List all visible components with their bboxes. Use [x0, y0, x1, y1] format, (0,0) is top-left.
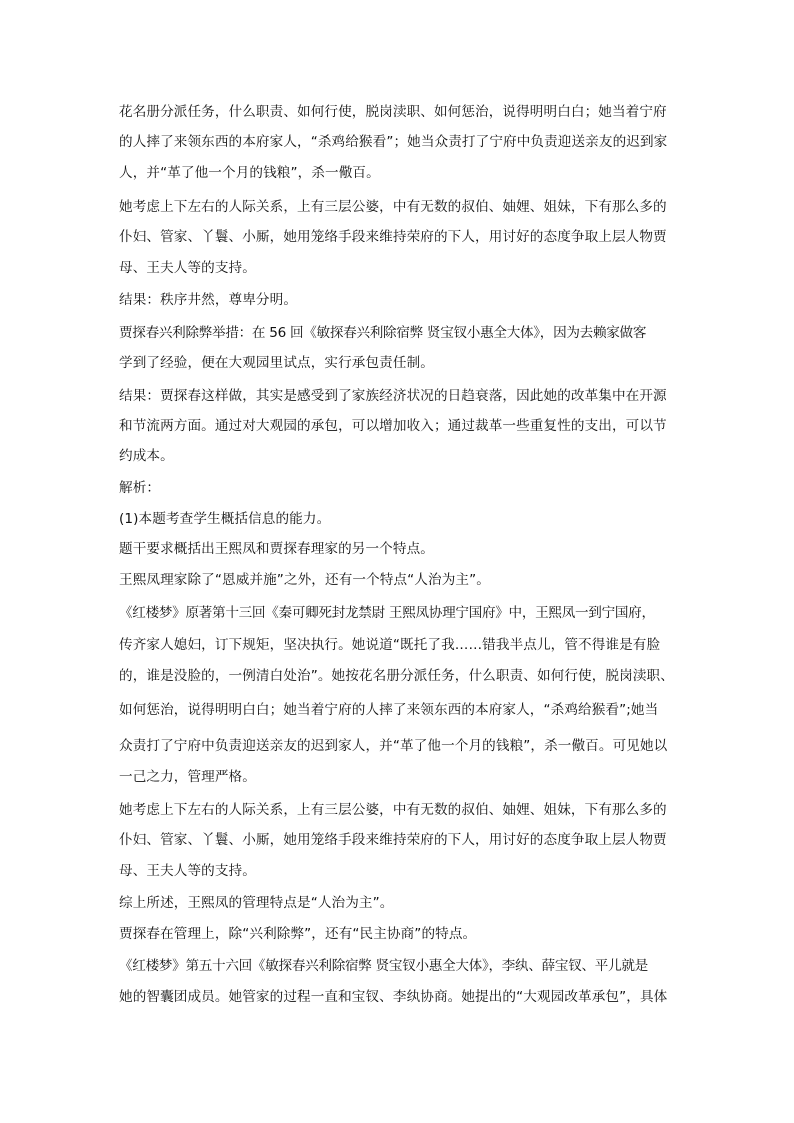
text-line: 众责打了宁府中负责迎送亲友的迟到家人，并“革了他一个月的钱粮”，杀一儆百。可见她以: [119, 738, 668, 754]
text-line: (1)本题考查学生概括信息的能力。: [119, 511, 331, 527]
text-line: 贾探春在管理上，除“兴利除弊”，还有“民主协商”的特点。: [119, 926, 477, 942]
text-line: 传齐家人媳妇，订下规矩，坚决执行。她说道“既托了我……错我半点儿，管不得谁是有脸: [119, 637, 661, 653]
text-line: 《红楼梦》第五十六回《敏探春兴利除宿弊 贤宝钗小惠全大体》，李纨、薛宝钗、平儿就是: [119, 958, 648, 974]
text-line: 的人摔了来领东西的本府家人，“杀鸡给猴看”；她当众责打了宁府中负责迎送亲友的迟到家: [119, 134, 668, 150]
text-line: 学到了经验，便在大观园里试点，实行承包责任制。: [119, 355, 434, 371]
text-line: 结果：贾探春这样做，其实是感受到了家族经济状况的日趋衰落，因此她的改革集中在开源: [119, 388, 667, 404]
text-line: 一己之力，管理严格。: [119, 769, 256, 785]
text-line: 结果：秩序井然，尊卑分明。: [119, 292, 298, 308]
text-line: 综上所述，王熙凤的管理特点是“人治为主”。: [119, 895, 394, 911]
text-line: 母、王夫人等的支持。: [119, 863, 256, 879]
text-line: 她的智囊团成员。她管家的过程一直和宝钗、李纨协商。她提出的“大观园改革承包”，具体: [119, 989, 668, 1005]
text-line: 母、王夫人等的支持。: [119, 260, 256, 276]
text-line: 王熙凤理家除了“恩威并施”之外，还有一个特点“人治为主”。: [119, 572, 490, 588]
text-line: 如何惩治，说得明明白白；她当着宁府的人摔了来领东西的本府家人，“杀鸡给猴看”;她当: [119, 702, 659, 718]
text-line: 贾探春兴利除弊举措：在 56 回《敏探春兴利除宿弊 贤宝钗小惠全大体》，因为去赖家做客: [119, 325, 647, 341]
text-line: 解析：: [119, 480, 161, 496]
text-line: 人，并“革了他一个月的钱粮”，杀一儆百。: [119, 165, 380, 181]
text-line: 她考虑上下左右的人际关系，上有三层公婆，中有无数的叔伯、妯娌、姐妹，下有那么多的: [119, 802, 667, 818]
text-line: 花名册分派任务，什么职责、如何行使，脱岗渎职、如何惩治，说得明明白白；她当着宁府: [119, 104, 667, 120]
text-line: 约成本。: [119, 448, 174, 464]
text-line: 仆妇、管家、丫鬟、小厮，她用笼络手段来维持荣府的下人，用讨好的态度争取上层人物贾: [119, 229, 667, 245]
text-line: 和节流两方面。通过对大观园的承包，可以增加收入；通过裁革一些重复性的支出，可以节: [119, 418, 667, 434]
text-line: 《红楼梦》原著第十三回《秦可卿死封龙禁尉 王熙凤协理宁国府》中，王熙凤一到宁国府，: [119, 605, 655, 621]
text-line: 仆妇、管家、丫鬟、小厮，她用笼络手段来维持荣府的下人，用讨好的态度争取上层人物贾: [119, 832, 667, 848]
text-line: 题干要求概括出王熙凤和贾探春理家的另一个特点。: [119, 541, 434, 557]
text-line: 她考虑上下左右的人际关系，上有三层公婆，中有无数的叔伯、妯娌、姐妹，下有那么多的: [119, 199, 667, 215]
text-line: 的，谁是没脸的，一例清白处治”。她按花名册分派任务，什么职责、如何行使，脱岗渎职、: [119, 668, 674, 684]
